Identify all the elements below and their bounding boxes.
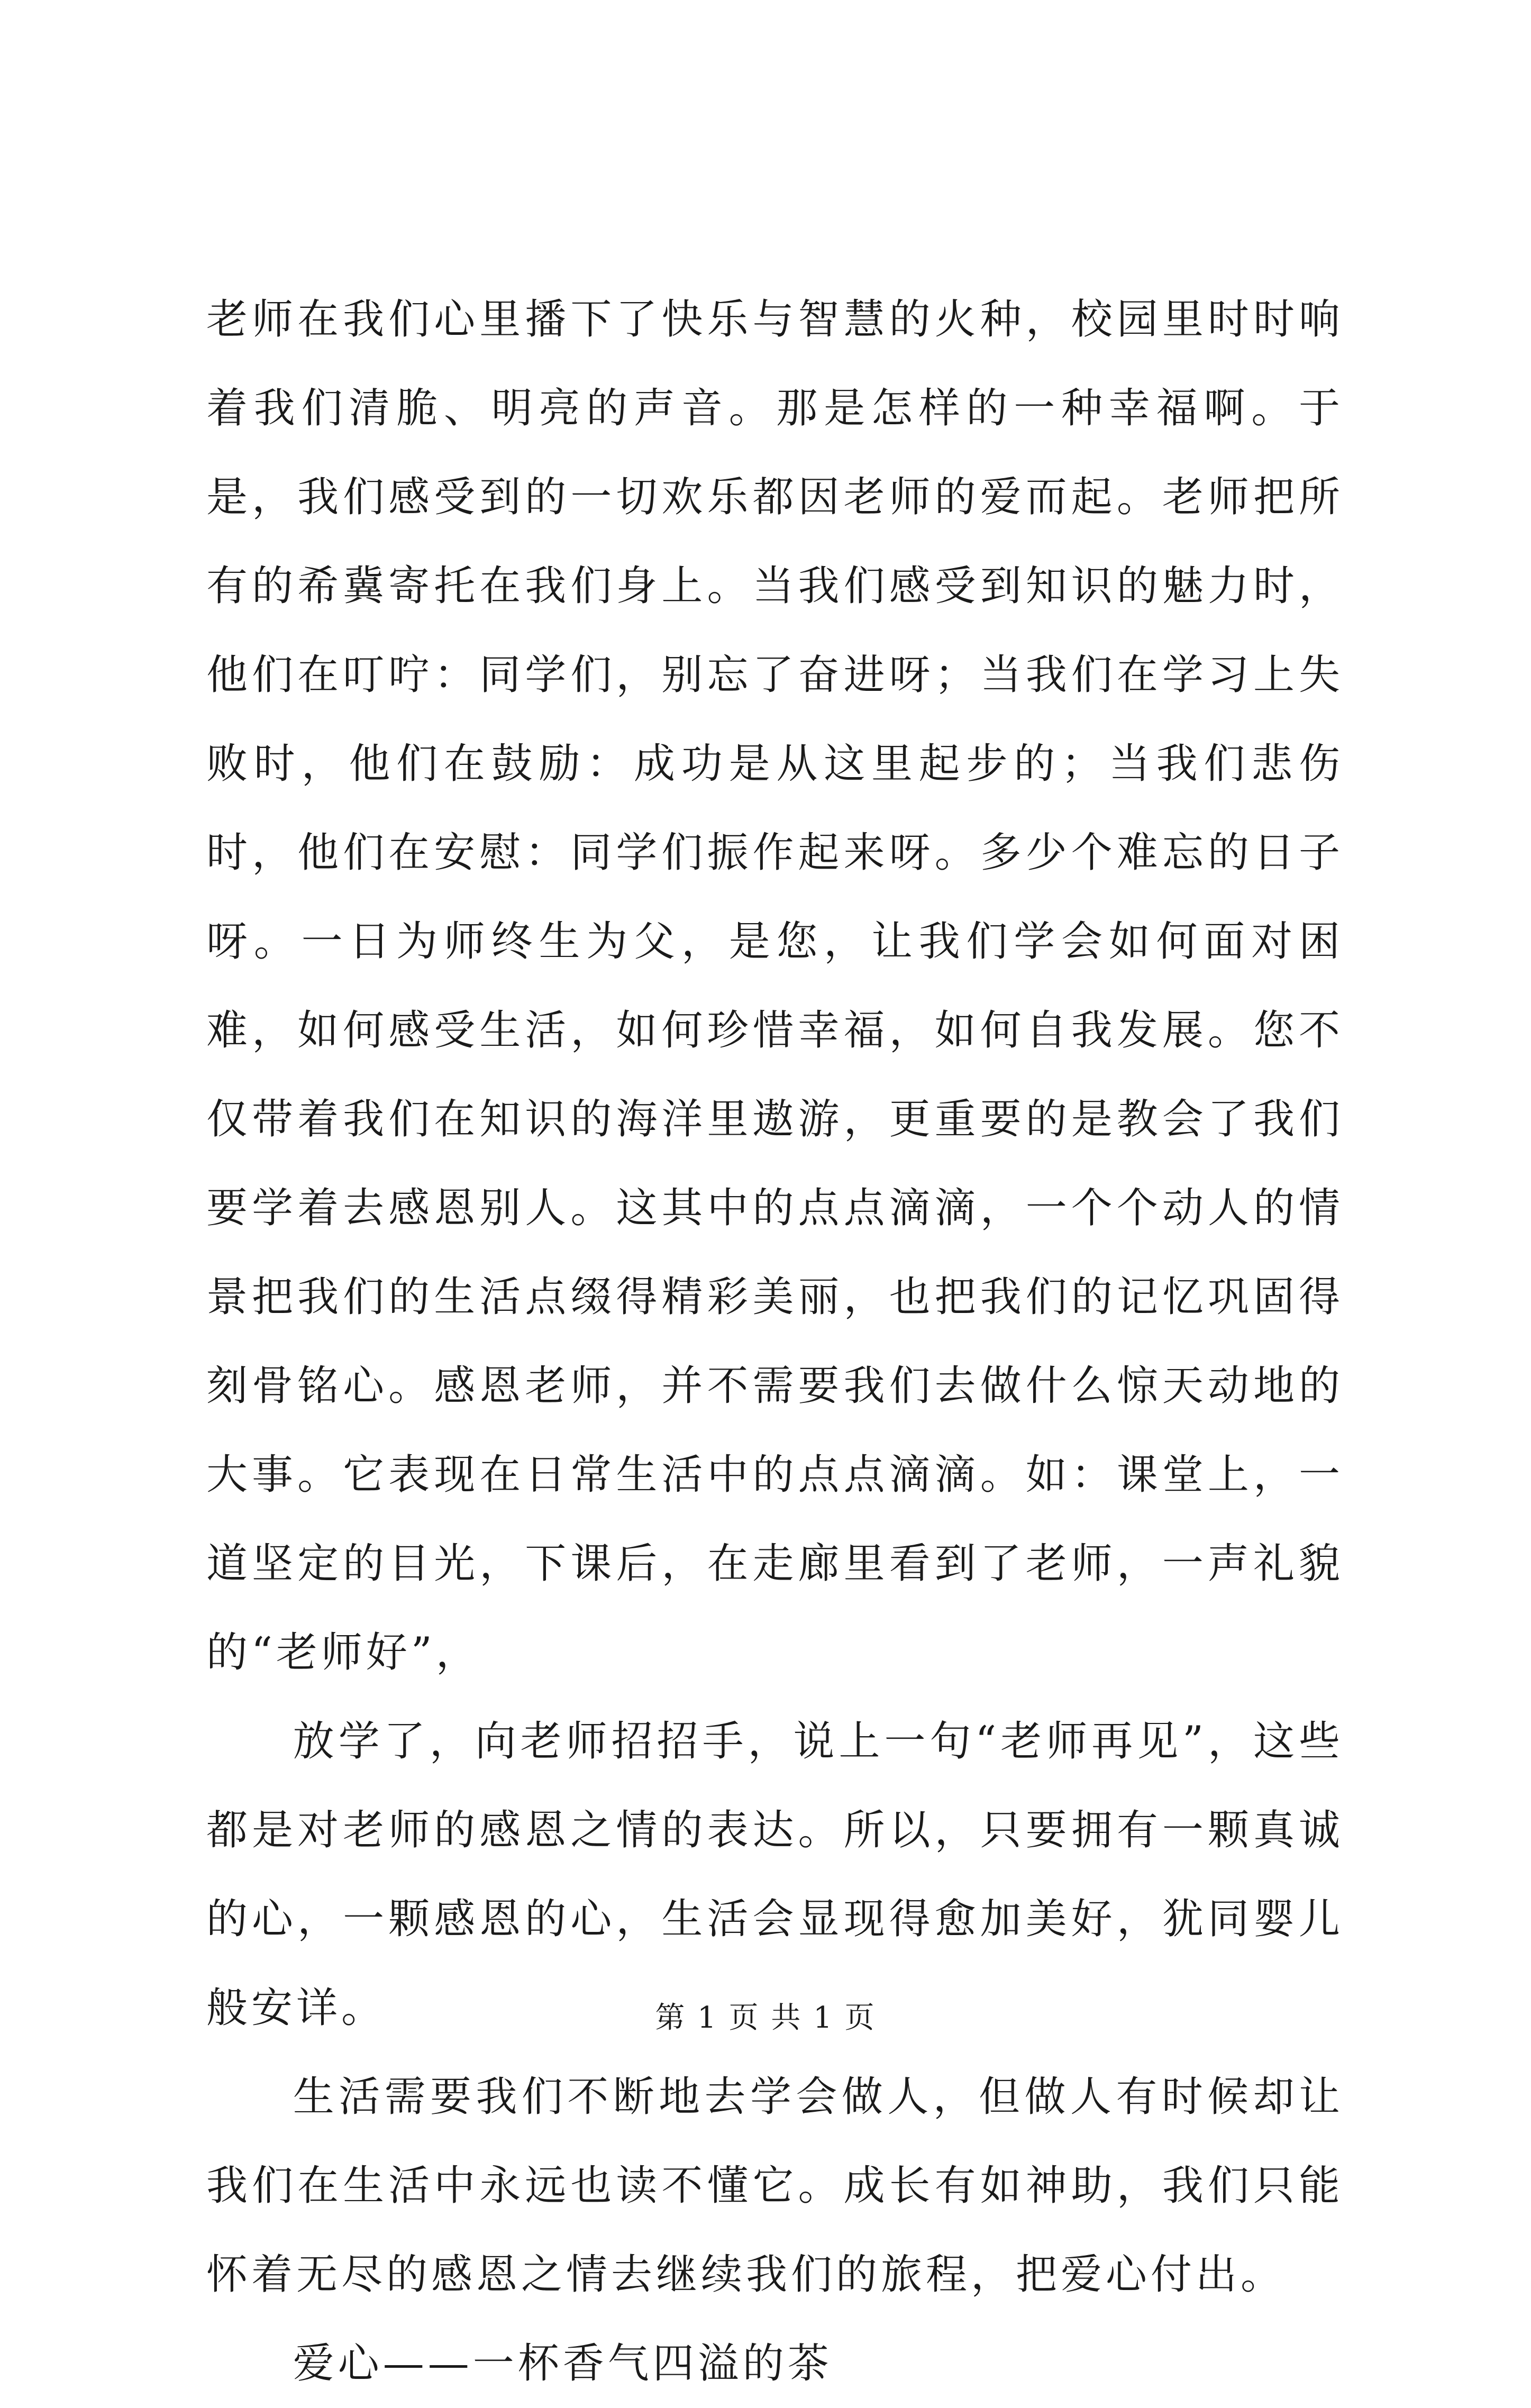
paragraph-4-heading: 爱心——一杯香气四溢的茶 bbox=[293, 2340, 833, 2387]
paragraph-1: 老师在我们心里播下了快乐与智慧的火种，校园里时时响着我们清脆、明亮的声音。那是怎样的一种幸福啊。于是，我们感受到的一切欢乐都因老师的爱而起。老师把所有的希冀寄托在我们身上。当我们感受到知识的魅力时，他们在叮咛：同学们，别忘了奋进呀；当我们在学习上失败时，他们在鼓励：成功是从这里起步的；当我们悲伤时，他们在安慰：同学们振作起来呀。多少个难忘的日子呀。一日为师终生为父，是您，让我们学会如何面对困难，如何感受生活，如何珍惜幸福，如何自我发展。您不仅带着我们在知识的海洋里遨游，更重要的是教会了我们要学着去感恩别人。这其中的点点滴滴，一个个动人的情景把我们的生活点缀得精彩美丽，也把我们的记忆巩固得刻骨铭心。感恩老师，并不需要我们去做什么惊天动地的大事。它表现在日常生活中的点点滴滴。如：课堂上，一道坚定的目光，下课后，在走廊里看到了老师，一声礼貌的“老师好”， bbox=[206, 296, 1344, 1676]
page-footer: 第 1 页 共 1 页 bbox=[655, 2001, 876, 2035]
paragraph-2: 放学了，向老师招招手，说上一句“老师再见”，这些都是对老师的感恩之情的表达。所以，只要拥有一颗真诚的心，一颗感恩的心，生活会显现得愈加美好，犹同婴儿般安详。 bbox=[206, 1718, 1344, 2032]
paragraph-3: 生活需要我们不断地去学会做人，但做人有时候却让我们在生活中永远也读不懂它。成长有如神助，我们只能怀着无尽的感恩之情去继续我们的旅程，把爱心付出。 bbox=[206, 2073, 1344, 2298]
document-body bbox=[206, 275, 1344, 2408]
